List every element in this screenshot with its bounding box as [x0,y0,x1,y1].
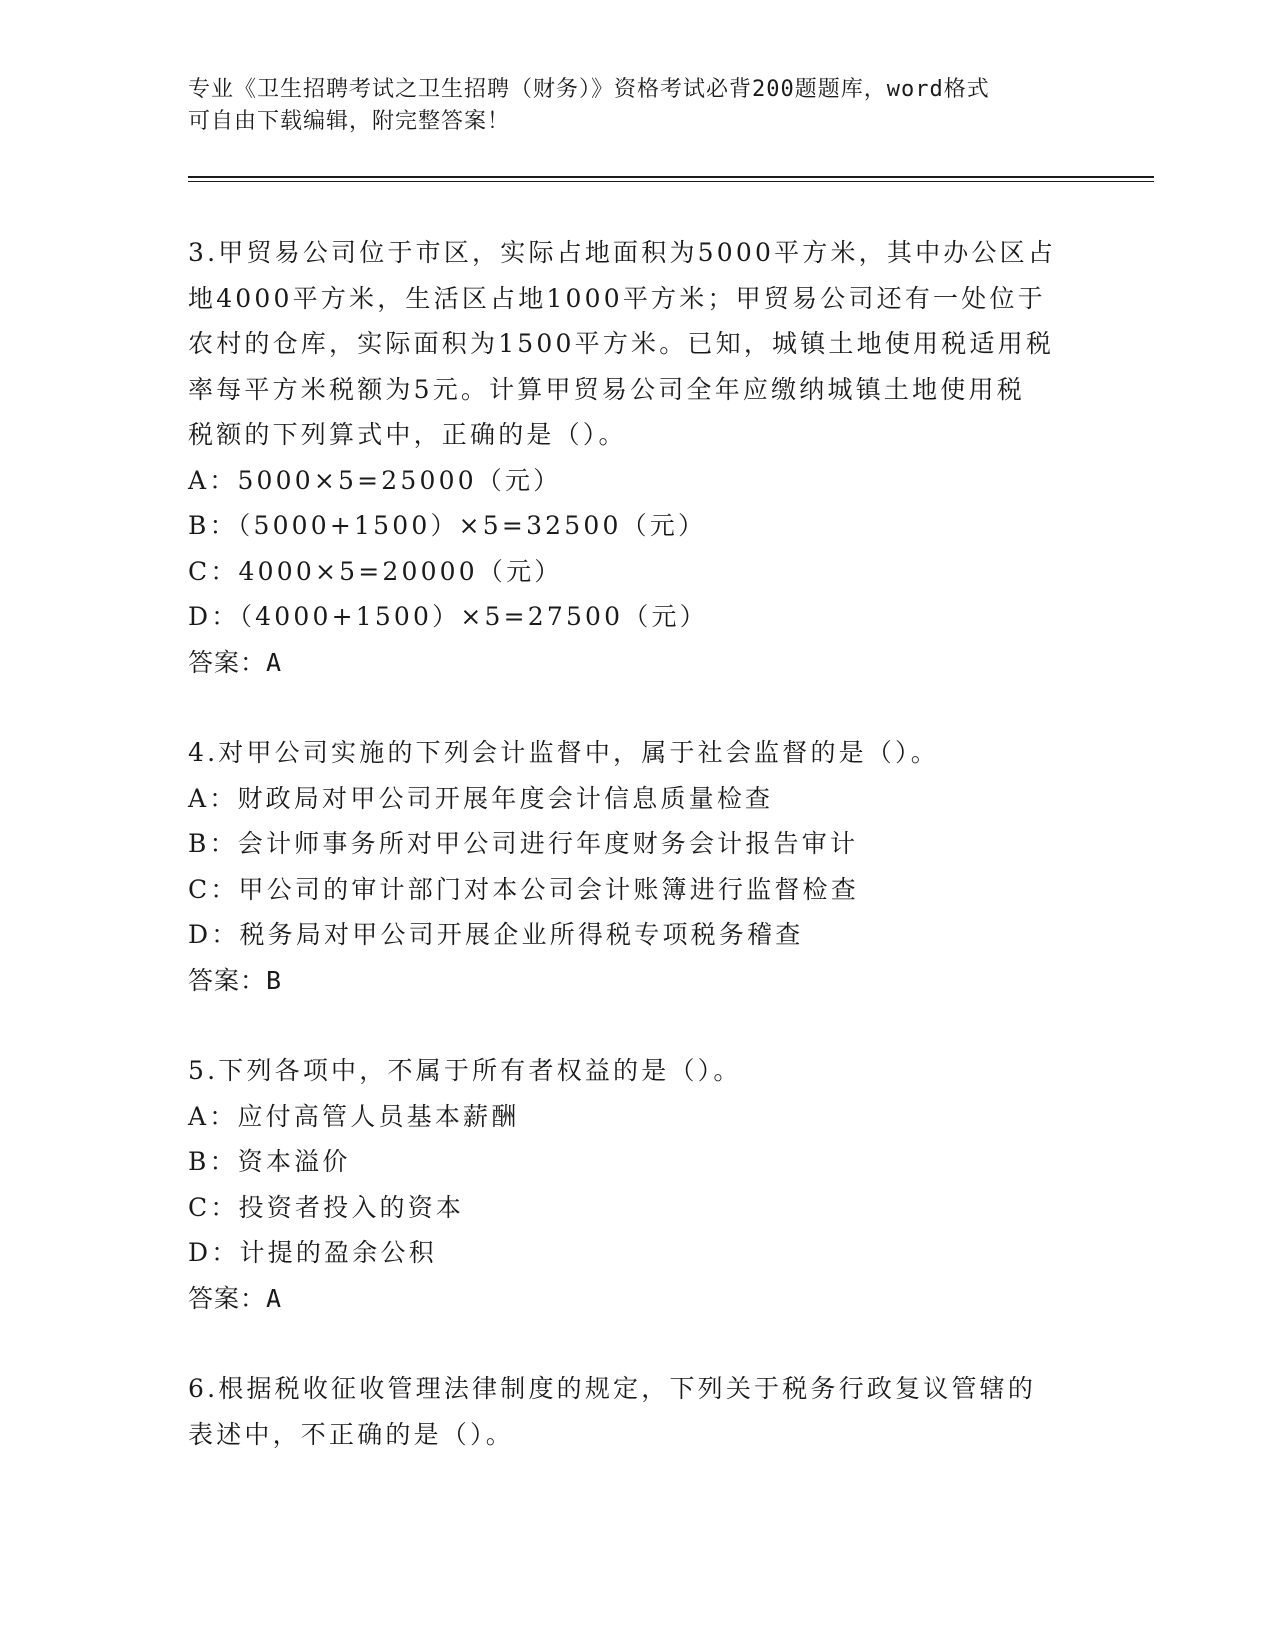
option-b: B：会计师事务所对甲公司进行年度财务会计报告审计 [188,829,859,858]
option-b: B：（5000+1500）×5=32500（元） [188,511,707,540]
question-stem-line: 表述中，不正确的是（）。 [188,1419,514,1449]
question-gap [188,1003,1068,1048]
question-gap [188,685,1068,730]
option-d: D：计提的盈余公积 [188,1238,437,1267]
question-3 [188,230,1068,685]
header-line-1: 专业《卫生招聘考试之卫生招聘（财务）》资格考试必背200题题库，word格式 [188,77,990,102]
question-stem-line: 6.根据税收征收管理法律制度的规定，下列关于税务行政复议管辖的 [188,1374,1037,1403]
header-line-2: 可自由下载编辑，附完整答案！ [188,109,511,134]
answer-label: 答案：A [188,647,283,677]
option-c: C：4000×5=20000（元） [188,556,563,586]
header-rule-thin [188,181,1154,182]
question-stem-line: 3.甲贸易公司位于市区，实际占地面积为5000平方米，其中办公区占 [188,238,1057,267]
option-b: B：资本溢价 [188,1147,351,1176]
option-a: A：5000×5=25000（元） [188,465,562,495]
answer-label: 答案：A [188,1283,283,1313]
question-stem-line: 地4000平方米，生活区占地1000平方米；甲贸易公司还有一处位于 [188,283,1046,313]
answer-label: 答案：B [188,965,283,995]
question-list [188,230,1068,1457]
question-stem-line: 税额的下列算式中，正确的是（）。 [188,420,627,449]
question-4 [188,730,1068,1003]
document-header [188,74,1068,138]
header-rule-thick [188,176,1154,178]
question-6 [188,1366,1068,1457]
question-5 [188,1048,1068,1321]
question-stem-line: 率每平方米税额为5元。计算甲贸易公司全年应缴纳城镇土地使用税 [188,374,1025,404]
question-stem-line: 4.对甲公司实施的下列会计监督中，属于社会监督的是（）。 [188,738,939,767]
option-c: C：投资者投入的资本 [188,1192,465,1222]
question-gap [188,1321,1068,1366]
option-d: D：税务局对甲公司开展企业所得税专项税务稽查 [188,920,804,949]
option-c: C：甲公司的审计部门对本公司会计账簿进行监督检查 [188,874,859,904]
option-a: A：应付高管人员基本薪酬 [188,1101,520,1131]
question-stem-line: 5.下列各项中，不属于所有者权益的是（）。 [188,1056,742,1085]
option-a: A：财政局对甲公司开展年度会计信息质量检查 [188,783,774,813]
question-stem-line: 农村的仓库，实际面积为1500平方米。已知，城镇土地使用税适用税 [188,329,1055,358]
option-d: D：（4000+1500）×5=27500（元） [188,602,708,631]
